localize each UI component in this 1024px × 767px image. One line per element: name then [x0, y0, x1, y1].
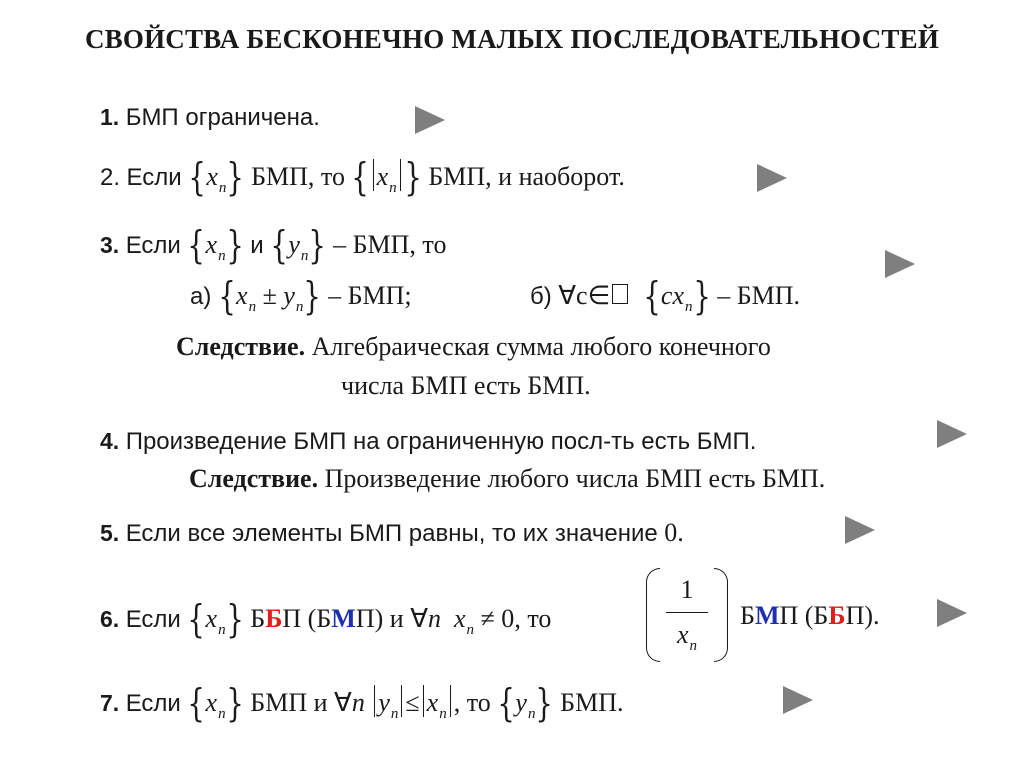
item-text: БМП ограничена. — [125, 104, 320, 131]
property-3: 3. Если $\{x_n\}$ и $\{y_n\}$ – БМП, то — [100, 223, 447, 267]
fraction-one-over-xn: 1 $x_n$ — [646, 568, 728, 662]
item-number: 6. — [100, 606, 120, 632]
item-text: Произведение БМП на ограниченную посл-ть есть БМП. — [125, 428, 757, 455]
item-number: 7. — [100, 690, 120, 716]
item-text-pre: Если — [125, 232, 181, 259]
property-3-part-a: а) $\{x_n \pm y_n\}$ – БМП; — [190, 274, 412, 318]
item-text-post: БМП, и наоборот. — [428, 162, 625, 191]
property-4 — [100, 425, 756, 458]
property-5: 5. Если все элементы БМП равны, то их значение 0. — [100, 518, 684, 547]
play-arrow-icon[interactable] — [845, 516, 875, 544]
property-6-result: БМП (ББП). — [740, 601, 880, 630]
property-7: 7. Если $\{x_n\}$ БМП и ∀n $y_n \le x_n$ , то $\{y_n\}$ БМП. — [100, 681, 624, 725]
item-number: 4. — [100, 428, 120, 454]
play-arrow-icon[interactable] — [415, 106, 445, 134]
property-2: 2. Если $\{x_n\}$ БМП, то { $x_n$ } БМП, и наоборот. — [100, 155, 625, 199]
property-1 — [100, 101, 320, 134]
item-number: 1. — [100, 104, 120, 130]
play-arrow-icon[interactable] — [937, 599, 967, 627]
item-number: 5. — [100, 520, 120, 546]
item-text-mid: БМП, то — [251, 162, 345, 191]
play-arrow-icon[interactable] — [783, 686, 813, 714]
property-6: 6. Если $\{x_n\}$ ББП (БМП) и ∀n $x_n \ne 0$, то — [100, 597, 552, 641]
item-text-post: – БМП, то — [333, 230, 447, 259]
corollary-3-line2: числа БМП есть БМП. — [341, 371, 591, 400]
corollary-4: Следствие. Произведение любого числа БМП есть БМП. — [189, 464, 826, 493]
corollary-3: Следствие. Алгебраическая сумма любого конечного — [176, 332, 771, 361]
property-3-part-b: б) ∀c∈ $\{cx_n\}$ – БМП. — [530, 274, 801, 318]
item-text: Если все элементы БМП равны, то их значение — [125, 520, 658, 547]
play-arrow-icon[interactable] — [937, 420, 967, 448]
item-number: 2. — [100, 164, 121, 191]
item-text-pre: Если — [126, 164, 182, 191]
play-arrow-icon[interactable] — [757, 164, 787, 192]
play-arrow-icon[interactable] — [885, 250, 915, 278]
item-number: 3. — [100, 232, 120, 258]
page-title: СВОЙСТВА БЕСКОНЕЧНО МАЛЫХ ПОСЛЕДОВАТЕЛЬНОСТЕЙ — [84, 24, 940, 54]
